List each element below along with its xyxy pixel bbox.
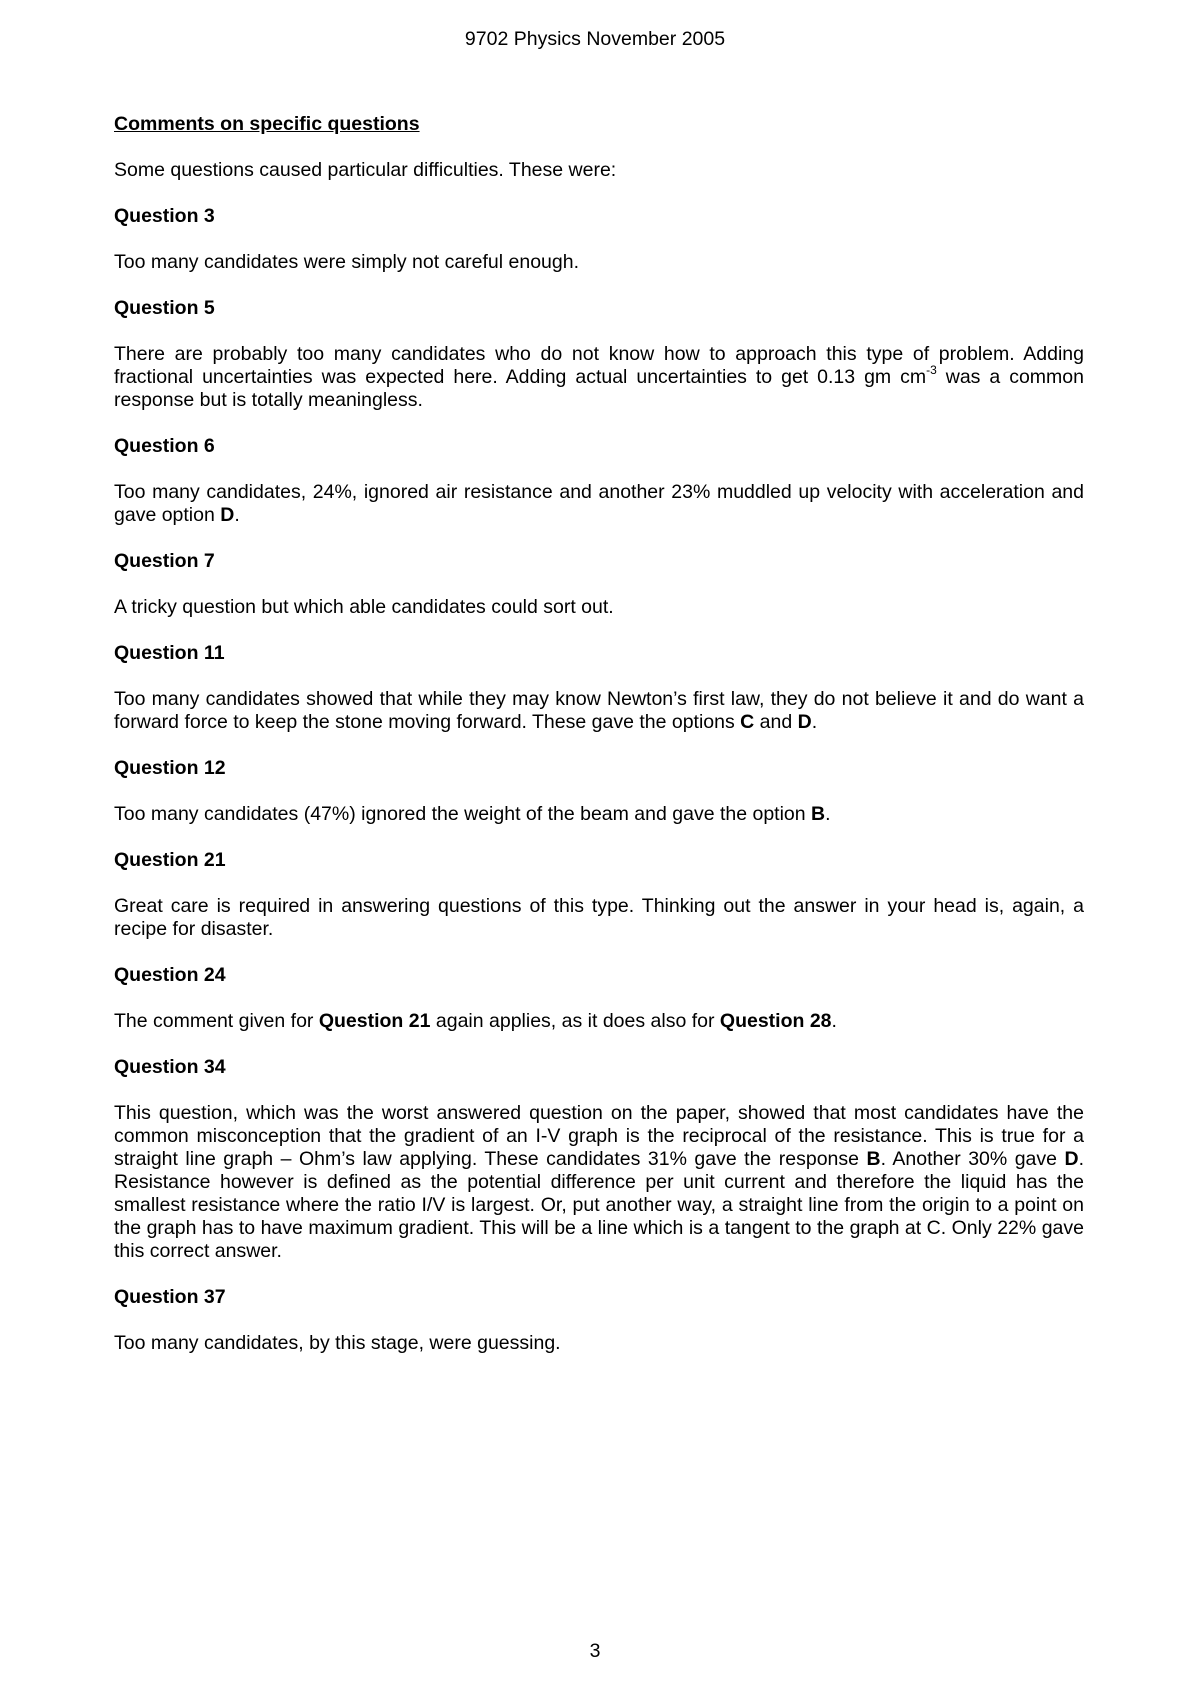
question-heading: Question 12 <box>114 757 226 779</box>
document-body <box>114 113 1084 1378</box>
question-comment <box>114 1010 1084 1033</box>
question-comment: Too many candidates, by this stage, were guessing. <box>114 1332 561 1354</box>
question-comment <box>114 343 1084 412</box>
section-title: Comments on specific questions <box>114 113 420 135</box>
question-comment <box>114 1102 1084 1263</box>
comment-text: Too many candidates (47%) ignored the weight of the beam and gave the option <box>114 803 812 825</box>
question-heading: Question 34 <box>114 1056 226 1078</box>
question-comment: Too many candidates were simply not careful enough. <box>114 251 580 273</box>
question-heading: Question 7 <box>114 550 215 572</box>
question-comment <box>114 803 1084 826</box>
option-letter: B <box>866 1148 881 1170</box>
comment-text: . Another 30% gave <box>880 1148 1065 1170</box>
comment-text: was a common response but is totally meaningless. <box>114 366 1084 411</box>
question-heading: Question 5 <box>114 297 215 319</box>
question-heading: Question 3 <box>114 205 215 227</box>
comment-text: Too many candidates showed that while they may know Newton’s first law, they do not believe it and do want a forward force to keep the stone moving forward. These gave the options <box>114 688 1084 733</box>
page-header: 9702 Physics November 2005 <box>464 28 726 50</box>
option-letter: D <box>797 711 812 733</box>
question-reference: Question 28 <box>719 1010 832 1032</box>
comment-text: and <box>754 711 798 733</box>
comment-text: This question, which was the worst answered question on the paper, showed that most candidates have the common misconception that the gradient of an I-V graph is the reciprocal of the resistance. This is true for a straight line graph – Ohm’s law applying. These candidates 31% gave the response <box>114 1102 1084 1170</box>
comment-text: . <box>825 803 831 825</box>
comment-text: There are probably too many candidates who do not know how to approach this type of problem. Adding fractional uncertainties was expected here. Adding actual uncertainties to get 0.13 gm cm <box>114 343 1084 388</box>
question-heading: Question 24 <box>114 964 226 986</box>
superscript-exponent: -3 <box>926 362 937 377</box>
question-heading: Question 21 <box>114 849 226 871</box>
option-letter: D <box>220 504 235 526</box>
option-letter: C <box>740 711 755 733</box>
comment-text: . <box>811 711 818 733</box>
question-heading: Question 6 <box>114 435 215 457</box>
intro-paragraph: Some questions caused particular difficulties. These were: <box>114 159 617 181</box>
question-comment <box>114 688 1084 734</box>
comment-text: again applies, as it does also for <box>430 1010 720 1032</box>
comment-text: Too many candidates, 24%, ignored air resistance and another 23% muddled up velocity with acceleration and gave option <box>114 481 1084 526</box>
comment-text: . <box>234 504 240 526</box>
page-number: 3 <box>589 1640 601 1662</box>
question-heading: Question 37 <box>114 1286 226 1308</box>
question-reference: Question 21 <box>318 1010 431 1032</box>
comment-text: . Resistance however is defined as the potential difference per unit current and therefore the liquid has the smallest resistance where the ratio I/V is largest. Or, put another way, a straight line from the origin to a point on the graph has to have maximum gradient. This will be a line which is a tangent to the graph at C. Only 22% gave this correct answer. <box>114 1148 1085 1262</box>
comment-text: . <box>831 1010 837 1032</box>
option-letter: D <box>1064 1148 1079 1170</box>
option-letter: B <box>811 803 826 825</box>
question-comment: A tricky question but which able candidates could sort out. <box>114 596 614 618</box>
question-comment: Great care is required in answering questions of this type. Thinking out the answer in your head is, again, a recipe for disaster. <box>114 895 1084 940</box>
question-heading: Question 11 <box>114 642 225 664</box>
question-comment <box>114 481 1084 527</box>
comment-text: The comment given for <box>114 1010 319 1032</box>
